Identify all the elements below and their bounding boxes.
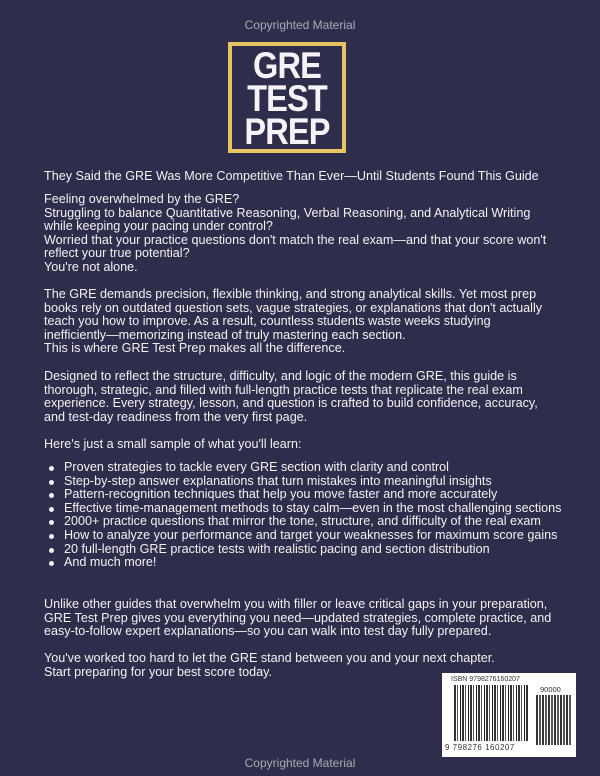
headline: They Said the GRE Was More Competitive Than Ever—Until Students Found This Guide bbox=[44, 169, 539, 183]
text-line: inefficiently—memorizing instead of truly mastering each section. bbox=[44, 327, 406, 342]
problem-paragraph bbox=[44, 288, 584, 356]
list-item: Pattern-recognition techniques that help you move faster and more accurately bbox=[64, 488, 564, 502]
list-item: And much more! bbox=[64, 556, 564, 570]
list-item: 2000+ practice questions that mirror the tone, structure, and difficulty of the real exam bbox=[64, 515, 564, 529]
text-line: You've worked too hard to let the GRE stand between you and your next chapter. bbox=[44, 651, 495, 665]
barcode-digits: 9 798276 160207 bbox=[445, 743, 515, 752]
text-line: Unlike other guides that overwhelm you with filler or leave critical gaps in your preparation, bbox=[44, 597, 548, 611]
text-line: Feeling overwhelmed by the GRE? bbox=[44, 192, 240, 206]
list-item: Step-by-step answer explanations that turn mistakes into meaningful insights bbox=[64, 475, 564, 489]
text-line: experience. Every strategy, lesson, and question is crafted to build confidence, accuracy, bbox=[44, 396, 538, 411]
text-line: books rely on outdated question sets, vague strategies, or explanations that don't actually bbox=[44, 300, 543, 315]
text-line: teach you how to improve. As a result, countless students waste weeks studying bbox=[44, 314, 491, 329]
copyright-watermark-top: Copyrighted Material bbox=[244, 18, 356, 32]
gre-test-prep-logo bbox=[228, 42, 346, 153]
list-item: 20 full-length GRE practice tests with realistic pacing and section distribution bbox=[64, 543, 564, 557]
text-line: and test-day readiness from the very first page. bbox=[44, 409, 308, 424]
text-line: while keeping your pacing under control? bbox=[44, 219, 273, 234]
text-line: Struggling to balance Quantitative Reasoning, Verbal Reasoning, and Analytical Writing bbox=[44, 205, 531, 220]
design-paragraph bbox=[44, 370, 584, 424]
list-intro: Here's just a small sample of what you'll learn: bbox=[44, 437, 302, 451]
intro-paragraph bbox=[44, 193, 584, 275]
isbn-barcode bbox=[442, 673, 576, 757]
text-line: reflect your true potential? bbox=[44, 246, 190, 261]
text-line: Designed to reflect the structure, difficulty, and logic of the modern GRE, this guide is bbox=[44, 369, 517, 383]
text-line: Start preparing for your best score today. bbox=[44, 664, 272, 679]
barcode-bars bbox=[454, 685, 528, 741]
text-line: thorough, strategic, and filled with full-length practice tests that replicate the real exam bbox=[44, 382, 523, 397]
text-line: This is where GRE Test Prep makes all the difference. bbox=[44, 341, 346, 356]
text-line: You're not alone. bbox=[44, 259, 138, 274]
benefits-list bbox=[44, 461, 564, 570]
list-item: Proven strategies to tackle every GRE section with clarity and control bbox=[64, 461, 564, 475]
isbn-label: ISBN 9798276160207 bbox=[451, 676, 520, 683]
list-item: Effective time-management methods to stay calm—even in the most challenging sections bbox=[64, 502, 564, 516]
price-barcode-bars bbox=[536, 695, 572, 745]
price-code: 90000 bbox=[540, 685, 561, 694]
logo-line: TEST bbox=[247, 78, 327, 119]
text-line: easy-to-follow expert explanations—so you can walk into test day fully prepared. bbox=[44, 624, 492, 639]
text-line: GRE Test Prep gives you everything you need—updated strategies, complete practice, and bbox=[44, 610, 552, 625]
copyright-watermark-bottom: Copyrighted Material bbox=[244, 756, 356, 770]
comparison-paragraph bbox=[44, 598, 584, 639]
logo-line: PREP bbox=[244, 111, 330, 152]
logo-line: GRE bbox=[253, 45, 321, 86]
text-line: The GRE demands precision, flexible thinking, and strong analytical skills. Yet most prep bbox=[44, 287, 537, 301]
text-line: Worried that your practice questions don't match the real exam—and that your score won't bbox=[44, 232, 547, 247]
list-item: How to analyze your performance and target your weaknesses for maximum score gains bbox=[64, 529, 564, 543]
